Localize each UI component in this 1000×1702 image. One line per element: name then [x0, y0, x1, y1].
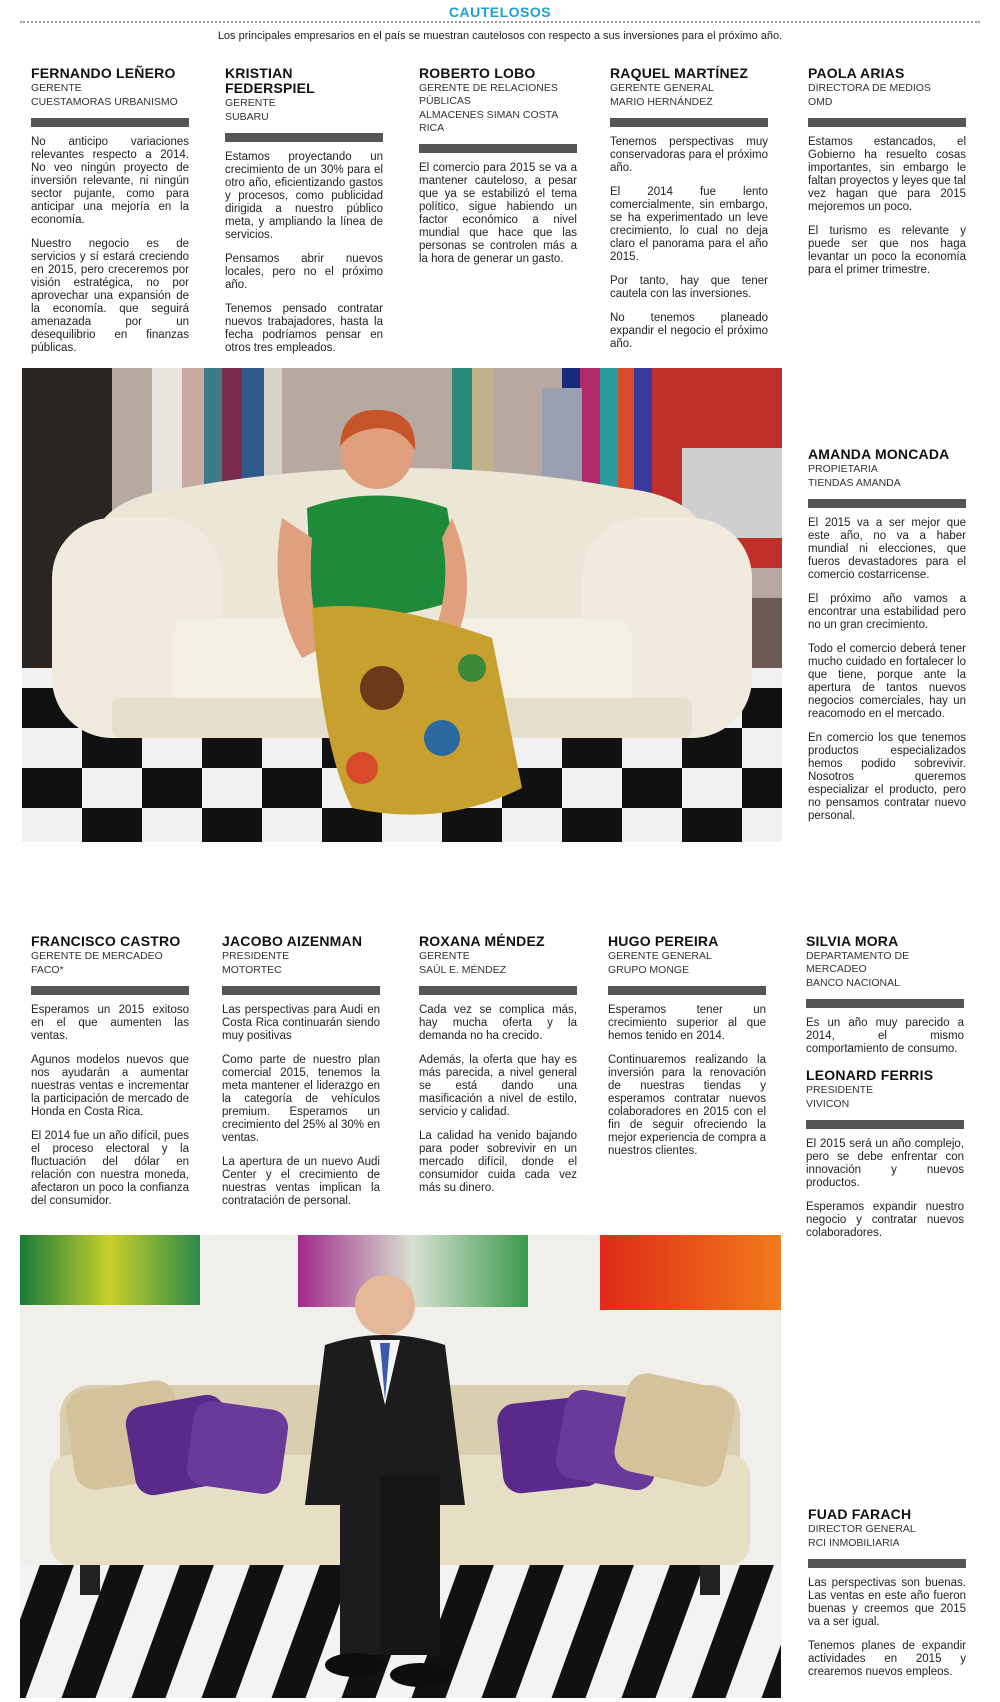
- profile-role: PROPIETARIA: [808, 463, 878, 475]
- profile-name: HUGO PEREIRA: [608, 933, 719, 949]
- profile-fernando-lenero: [31, 66, 189, 366]
- profile-paragraph: Las perspectivas son buenas. Las ventas en este año fueron buenas y creemos que 2015 va a ser igual.: [808, 1577, 966, 1628]
- profile-name: SILVIA MORA: [806, 933, 899, 949]
- photo-fuad-farach: [20, 1235, 781, 1698]
- profile-paragraph: Tenemos planes de expandir actividades en 2015 y crearemos nuevos empleos.: [808, 1640, 966, 1678]
- profile-name: AMANDA MONCADA: [808, 446, 950, 462]
- profile-divider: [808, 499, 966, 508]
- profile-paragraph: Esperamos expandir nuestro negocio y contratar nuevos colaboradores.: [806, 1201, 964, 1239]
- boutique-photo-illustration: [22, 368, 782, 842]
- profile-paragraph: Por tanto, hay que tener cautela con las inversiones.: [610, 275, 768, 300]
- profile-paragraph: El próximo año vamos a encontrar una estabilidad pero no un gran crecimiento.: [808, 593, 966, 631]
- living-room-photo-illustration: [20, 1235, 781, 1698]
- profile-company: MOTORTEC: [222, 964, 282, 976]
- profile-role: PRESIDENTE: [222, 950, 290, 962]
- profile-paragraph: La apertura de un nuevo Audi Center y el crecimiento de nuestras ventas implican la contratación de personal.: [222, 1156, 380, 1207]
- dotted-divider: [20, 21, 980, 23]
- profile-silvia-mora: [806, 934, 964, 1067]
- profile-company: TIENDAS AMANDA: [808, 477, 901, 489]
- profile-jacobo-aizenman: [222, 934, 380, 1219]
- section-subtitle: Los principales empresarios en el país se muestran cautelosos con respecto a sus inversiones para el próximo año.: [217, 30, 783, 42]
- profile-company: SAÚL E. MÉNDEZ: [419, 964, 507, 976]
- section-title: CAUTELOSOS: [448, 4, 552, 20]
- profile-paragraph: Además, la oferta que hay es más parecida, a nivel general se está dando una masificación a nivel de estilo, servicio y calidad.: [419, 1054, 577, 1118]
- profile-role: GERENTE DE MERCADEO: [31, 950, 163, 962]
- profile-paragraph: Es un año muy parecido a 2014, el mismo comportamiento de consumo.: [806, 1017, 964, 1055]
- profile-company: CUESTAMORAS URBANISMO: [31, 96, 178, 108]
- profile-roxana-mendez: [419, 934, 577, 1206]
- photo-amanda-moncada: [22, 368, 782, 842]
- profile-paragraph: El comercio para 2015 se va a mantener cauteloso, a pesar que ya se estabilizó el tema político, sigue habiendo un factor económico a nivel mundial que hace que las personas se controlen más a la hora de generar un gasto.: [419, 162, 577, 265]
- profile-paragraph: Tenemos pensado contratar nuevos trabajadores, hasta la fecha podríamos pensar en otros tres empleados.: [225, 303, 383, 354]
- profile-amanda-moncada: [808, 447, 966, 834]
- profile-name: KRISTIAN FEDERSPIEL: [225, 65, 315, 96]
- profile-paragraph: Tenemos perspectivas muy conservadoras para el próximo año.: [610, 136, 768, 174]
- profile-kristian-federspiel: [225, 66, 383, 366]
- profile-role: GERENTE GENERAL: [608, 950, 712, 962]
- profile-name: LEONARD FERRIS: [806, 1067, 934, 1083]
- profile-paragraph: El 2014 fue lento comercialmente, sin embargo, se ha experimentado un leve crecimiento, lo cual no deja claro el panorama para el año 2015.: [610, 186, 768, 263]
- profile-divider: [808, 1559, 966, 1568]
- profile-paragraph: Agunos modelos nuevos que nos ayudarán a aumentar nuestras ventas e incrementar la participación de mercado de Honda en Costa Rica.: [31, 1054, 189, 1118]
- profile-paragraph: Esperamos tener un crecimiento superior al que hemos tenido en 2014.: [608, 1004, 766, 1042]
- profile-paragraph: Nuestro negocio es de servicios y sí estará creciendo en 2015, pero creceremos por visión estratégica, no por aprovechar una expansión de la economía. que seguirá amenazada por un desequilibrio en finanzas públicas.: [31, 238, 189, 354]
- profile-name: FRANCISCO CASTRO: [31, 933, 181, 949]
- profile-leonard-ferris: [806, 1068, 964, 1251]
- profile-divider: [31, 986, 189, 995]
- profile-paola-arias: [808, 66, 966, 288]
- profile-divider: [419, 986, 577, 995]
- profile-paragraph: El 2015 será un año complejo, pero se debe enfrentar con innovación y nuevos productos.: [806, 1138, 964, 1189]
- profile-paragraph: El turismo es relevante y puede ser que nos haga levantar un poco la economía para el primer trimestre.: [808, 225, 966, 276]
- profile-divider: [806, 999, 964, 1008]
- profile-name: FUAD FARACH: [808, 1506, 912, 1522]
- profile-divider: [610, 118, 768, 127]
- profile-divider: [31, 118, 189, 127]
- profile-company: FACO*: [31, 964, 64, 976]
- profile-company: RCI INMOBILIARIA: [808, 1537, 900, 1549]
- profile-role: GERENTE GENERAL: [610, 82, 714, 94]
- profile-paragraph: El 2015 va a ser mejor que este año, no va a haber mundial ni elecciones, que fueros devastadores para el comercio costarricense.: [808, 517, 966, 581]
- profile-name: PAOLA ARIAS: [808, 65, 905, 81]
- profile-paragraph: Como parte de nuestro plan comercial 2015, tenemos la meta mantener el liderazgo en la categoría de vehículos premium. Esperamos un crecimiento del 25% al 30% en ventas.: [222, 1054, 380, 1144]
- profile-company: BANCO NACIONAL: [806, 977, 900, 989]
- profile-paragraph: Estamos proyectando un crecimiento de un 30% para el otro año, eficientizando gastos y procesos, como publicidad dirigida a nuestro público meta, y ampliando la línea de servicios.: [225, 151, 383, 241]
- profile-paragraph: Esperamos un 2015 exitoso en el que aumenten las ventas.: [31, 1004, 189, 1042]
- profile-role: GERENTE: [419, 950, 470, 962]
- profile-role: DIRECTOR GENERAL: [808, 1523, 916, 1535]
- profile-paragraph: Cada vez se complica más, hay mucha oferta y la demanda no ha crecido.: [419, 1004, 577, 1042]
- profile-paragraph: La calidad ha venido bajando para poder sobrevivir en un mercado difícil, donde el consumidor cuida cada vez más su dinero.: [419, 1130, 577, 1194]
- profile-francisco-castro: [31, 934, 189, 1219]
- profile-name: RAQUEL MARTÍNEZ: [610, 65, 749, 81]
- profile-divider: [608, 986, 766, 995]
- profile-name: FERNANDO LEÑERO: [31, 65, 176, 81]
- profile-raquel-martinez: [610, 66, 768, 362]
- profile-role: DEPARTAMENTO DE MERCADEO: [806, 950, 910, 975]
- profile-company: MARIO HERNÁNDEZ: [610, 96, 713, 108]
- profile-paragraph: En comercio los que tenemos productos especializados hemos podido sobrevivir. Nosotros queremos especializar el producto, pero no pensamos contratar nuevo personal.: [808, 732, 966, 822]
- profile-role: GERENTE DE RELACIONES PÚBLICAS: [419, 82, 558, 107]
- profile-divider: [222, 986, 380, 995]
- profile-hugo-pereira: [608, 934, 766, 1169]
- profile-role: GERENTE: [225, 97, 276, 109]
- profile-name: ROXANA MÉNDEZ: [419, 933, 545, 949]
- profile-role: DIRECTORA DE MEDIOS: [808, 82, 931, 94]
- profile-paragraph: No anticipo variaciones relevantes respecto a 2014. No veo ningún proyecto de inversión relevante, ni ningún sector pujante, como para anticipar una mejoría en la economía.: [31, 136, 189, 226]
- profile-divider: [806, 1120, 964, 1129]
- profile-divider: [419, 144, 577, 153]
- profile-roberto-lobo: [419, 66, 577, 277]
- profile-company: OMD: [808, 96, 833, 108]
- profile-company: GRUPO MONGE: [608, 964, 690, 976]
- profile-divider: [225, 133, 383, 142]
- profile-paragraph: El 2014 fue un año difícil, pues el proceso electoral y la fluctuación del dólar en relación con nuestra moneda, afectaron un poco la confianza del consumidor.: [31, 1130, 189, 1207]
- profile-divider: [808, 118, 966, 127]
- profile-company: SUBARU: [225, 111, 269, 123]
- profile-paragraph: No tenemos planeado expandir el negocio el próximo año.: [610, 312, 768, 350]
- profile-paragraph: Todo el comercio deberá tener mucho cuidado en fortalecer lo que tiene, porque ante la apertura de tantos nuevos negocios comerciales, hay un reacomodo en el mercado.: [808, 643, 966, 720]
- profile-role: GERENTE: [31, 82, 82, 94]
- profile-paragraph: Las perspectivas para Audi en Costa Rica continuarán siendo muy positivas: [222, 1004, 380, 1042]
- profile-name: JACOBO AIZENMAN: [222, 933, 363, 949]
- profile-paragraph: Estamos estancados, el Gobierno ha resuelto cosas importantes, sin embargo le faltan proyectos y leyes que tal vez hagan que para 2015 mejoremos un poco.: [808, 136, 966, 213]
- profile-paragraph: Pensamos abrir nuevos locales, pero no el próximo año.: [225, 253, 383, 291]
- profile-paragraph: Continuaremos realizando la inversión para la renovación de nuestras tiendas y esperamos contratar nuevos colaboradores en 2015 con el fin de seguir ofreciendo la mejor experiencia de compra a nuestros clientes.: [608, 1054, 766, 1157]
- profile-company: ALMACENES SIMAN COSTA RICA: [419, 109, 558, 134]
- profile-company: VIVICON: [806, 1098, 850, 1110]
- profile-name: ROBERTO LOBO: [419, 65, 536, 81]
- profile-role: PRESIDENTE: [806, 1084, 874, 1096]
- profile-fuad-farach: [808, 1507, 966, 1690]
